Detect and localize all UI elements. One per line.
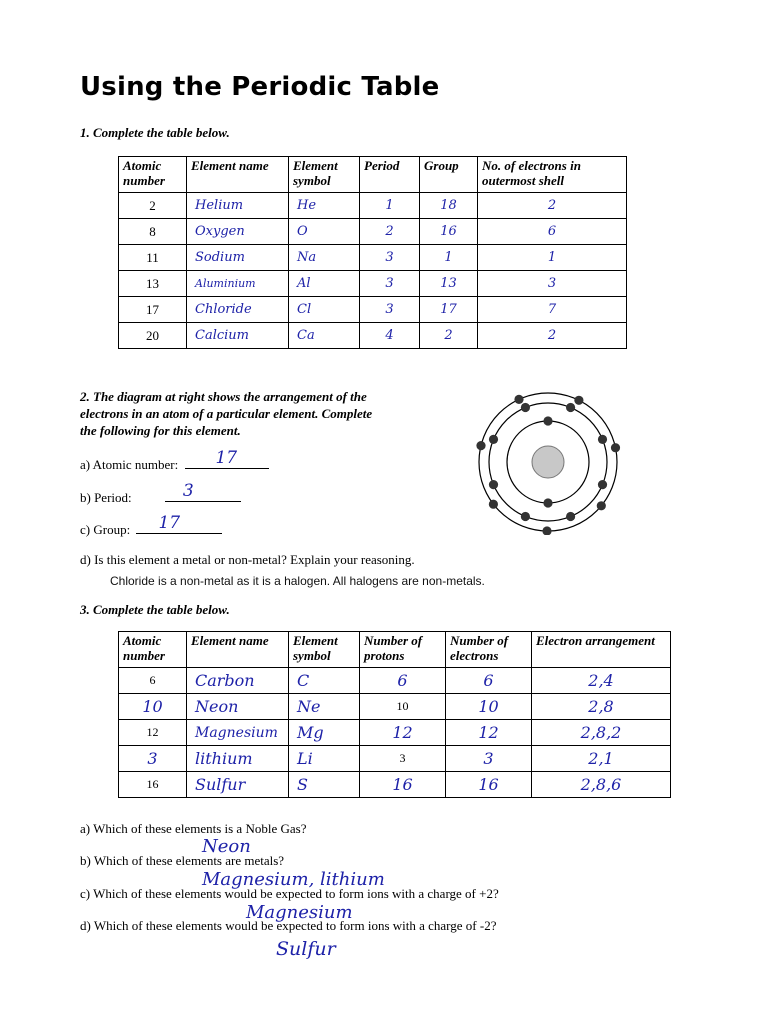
outer-electrons-cell: 1 xyxy=(478,245,627,271)
table-row xyxy=(119,668,671,694)
q3-d-label: d) Which of these elements would be expected to form ions with a charge of -2? xyxy=(80,918,497,933)
element-name-cell: Aluminium xyxy=(187,271,289,297)
element-name-cell: Magnesium xyxy=(187,720,289,746)
nucleus xyxy=(532,446,564,478)
table-row xyxy=(119,323,627,349)
col-header: Number of protons xyxy=(360,632,446,668)
q2-heading-line: the following for this element. xyxy=(80,423,241,438)
atomic-number-cell: 12 xyxy=(119,720,187,746)
electron xyxy=(514,395,523,404)
page-title: Using the Periodic Table xyxy=(80,72,440,102)
q2-heading xyxy=(80,388,372,439)
element-name-cell: Chloride xyxy=(187,297,289,323)
element-symbol-cell: Ne xyxy=(289,694,360,720)
period-cell: 1 xyxy=(360,193,420,219)
electron xyxy=(521,512,530,521)
period-cell: 3 xyxy=(360,297,420,323)
element-name-cell: lithium xyxy=(187,746,289,772)
element-name-cell: Sulfur xyxy=(187,772,289,798)
atomic-number-cell: 10 xyxy=(119,694,187,720)
element-symbol-cell: Al xyxy=(289,271,360,297)
element-name-cell: Neon xyxy=(187,694,289,720)
period-cell: 2 xyxy=(360,219,420,245)
atom-diagram xyxy=(468,385,628,535)
q2-a-answer: 17 xyxy=(215,448,238,468)
q2-b-label: b) Period: xyxy=(80,490,132,505)
outer-electrons-cell: 2 xyxy=(478,323,627,349)
col-header: Element symbol xyxy=(289,157,360,193)
q3-heading: 3. Complete the table below. xyxy=(80,602,230,617)
arrangement-cell: 2,8,2 xyxy=(532,720,671,746)
element-symbol-cell: Li xyxy=(289,746,360,772)
electron xyxy=(598,480,607,489)
table-row xyxy=(119,271,627,297)
electron xyxy=(597,501,606,510)
table-header-row xyxy=(119,632,671,668)
electron xyxy=(489,500,498,509)
q2-c-answer: 17 xyxy=(158,513,181,533)
q3-b-answer: Magnesium, lithium xyxy=(202,869,385,890)
q2-a-label: a) Atomic number: xyxy=(80,457,179,472)
q3-b-label: b) Which of these elements are metals? xyxy=(80,853,285,868)
period-cell: 4 xyxy=(360,323,420,349)
atomic-number-cell: 16 xyxy=(119,772,187,798)
group-cell: 1 xyxy=(420,245,478,271)
atomic-number-cell: 20 xyxy=(119,323,187,349)
electrons-cell: 3 xyxy=(446,746,532,772)
atomic-number-cell: 17 xyxy=(119,297,187,323)
arrangement-cell: 2,4 xyxy=(532,668,671,694)
arrangement-cell: 2,8 xyxy=(532,694,671,720)
q3-a-label: a) Which of these elements is a Noble Gas? xyxy=(80,821,307,836)
element-symbol-cell: S xyxy=(289,772,360,798)
protons-cell: 10 xyxy=(360,694,446,720)
arrangement-cell: 2,8,6 xyxy=(532,772,671,798)
element-symbol-cell: O xyxy=(289,219,360,245)
outer-electrons-cell: 6 xyxy=(478,219,627,245)
table-row xyxy=(119,219,627,245)
atomic-number-cell: 11 xyxy=(119,245,187,271)
element-symbol-cell: He xyxy=(289,193,360,219)
atomic-number-cell: 8 xyxy=(119,219,187,245)
electron xyxy=(566,512,575,521)
q3-c-label: c) Which of these elements would be expected to form ions with a charge of +2? xyxy=(80,886,499,901)
element-name-cell: Oxygen xyxy=(187,219,289,245)
col-header: Element name xyxy=(187,157,289,193)
atomic-number-cell: 2 xyxy=(119,193,187,219)
element-symbol-cell: Mg xyxy=(289,720,360,746)
table-row xyxy=(119,694,671,720)
table-row xyxy=(119,746,671,772)
electrons-cell: 10 xyxy=(446,694,532,720)
col-header: Number of electrons xyxy=(446,632,532,668)
col-header: Electron arrangement xyxy=(532,632,671,668)
electron xyxy=(489,480,498,489)
table-row xyxy=(119,720,671,746)
electron xyxy=(611,443,620,452)
element-symbol-cell: C xyxy=(289,668,360,694)
table-row xyxy=(119,193,627,219)
q3-a-answer: Neon xyxy=(202,836,251,857)
q2-d-label: d) Is this element a metal or non-metal? Explain your reasoning. xyxy=(80,552,415,567)
group-cell: 16 xyxy=(420,219,478,245)
table-header-row xyxy=(119,157,627,193)
q3-c-answer: Magnesium xyxy=(246,902,353,923)
electron xyxy=(598,435,607,444)
q2-heading-line: electrons in an atom of a particular element. Complete xyxy=(80,406,373,421)
element-name-cell: Carbon xyxy=(187,668,289,694)
col-header: Element symbol xyxy=(289,632,360,668)
electron xyxy=(543,498,552,507)
arrangement-cell: 2,1 xyxy=(532,746,671,772)
protons-cell: 3 xyxy=(360,746,446,772)
electron xyxy=(543,416,552,425)
atomic-number-cell: 6 xyxy=(119,668,187,694)
table-row xyxy=(119,297,627,323)
q2-c-label: c) Group: xyxy=(80,522,131,537)
q3-d-answer: Sulfur xyxy=(276,938,336,960)
group-cell: 17 xyxy=(420,297,478,323)
q1-table xyxy=(118,156,627,349)
electron xyxy=(574,396,583,405)
electron xyxy=(566,403,575,412)
atomic-number-cell: 13 xyxy=(119,271,187,297)
group-cell: 13 xyxy=(420,271,478,297)
q2-c xyxy=(80,513,222,538)
q2-b xyxy=(80,481,241,506)
q2-b-answer-line xyxy=(165,481,241,502)
col-header: Atomic number xyxy=(119,157,187,193)
col-header: Period xyxy=(360,157,420,193)
element-symbol-cell: Ca xyxy=(289,323,360,349)
q2-heading-line: 2. The diagram at right shows the arrangement of the xyxy=(80,389,367,404)
protons-cell: 12 xyxy=(360,720,446,746)
outer-electrons-cell: 7 xyxy=(478,297,627,323)
col-header: No. of electrons in outermost shell xyxy=(478,157,627,193)
electrons-cell: 12 xyxy=(446,720,532,746)
electron xyxy=(489,435,498,444)
table-row xyxy=(119,772,671,798)
protons-cell: 16 xyxy=(360,772,446,798)
element-name-cell: Helium xyxy=(187,193,289,219)
element-name-cell: Calcium xyxy=(187,323,289,349)
group-cell: 18 xyxy=(420,193,478,219)
protons-cell: 6 xyxy=(360,668,446,694)
q2-a xyxy=(80,448,269,473)
electrons-cell: 16 xyxy=(446,772,532,798)
element-symbol-cell: Cl xyxy=(289,297,360,323)
q2-a-answer-line xyxy=(185,448,269,469)
period-cell: 3 xyxy=(360,271,420,297)
outer-electrons-cell: 3 xyxy=(478,271,627,297)
q1-heading: 1. Complete the table below. xyxy=(80,125,230,140)
outer-electrons-cell: 2 xyxy=(478,193,627,219)
electron xyxy=(521,403,530,412)
q2-c-answer-line xyxy=(136,513,222,534)
element-symbol-cell: Na xyxy=(289,245,360,271)
col-header: Atomic number xyxy=(119,632,187,668)
period-cell: 3 xyxy=(360,245,420,271)
electrons-cell: 6 xyxy=(446,668,532,694)
col-header: Group xyxy=(420,157,478,193)
q2-d-answer: Chloride is a non-metal as it is a halogen. All halogens are non-metals. xyxy=(110,574,485,588)
col-header: Element name xyxy=(187,632,289,668)
table-row xyxy=(119,245,627,271)
group-cell: 2 xyxy=(420,323,478,349)
electron xyxy=(476,441,485,450)
q3-table xyxy=(118,631,671,798)
element-name-cell: Sodium xyxy=(187,245,289,271)
q2-b-answer: 3 xyxy=(182,481,194,501)
electron xyxy=(542,526,551,535)
atomic-number-cell: 3 xyxy=(119,746,187,772)
